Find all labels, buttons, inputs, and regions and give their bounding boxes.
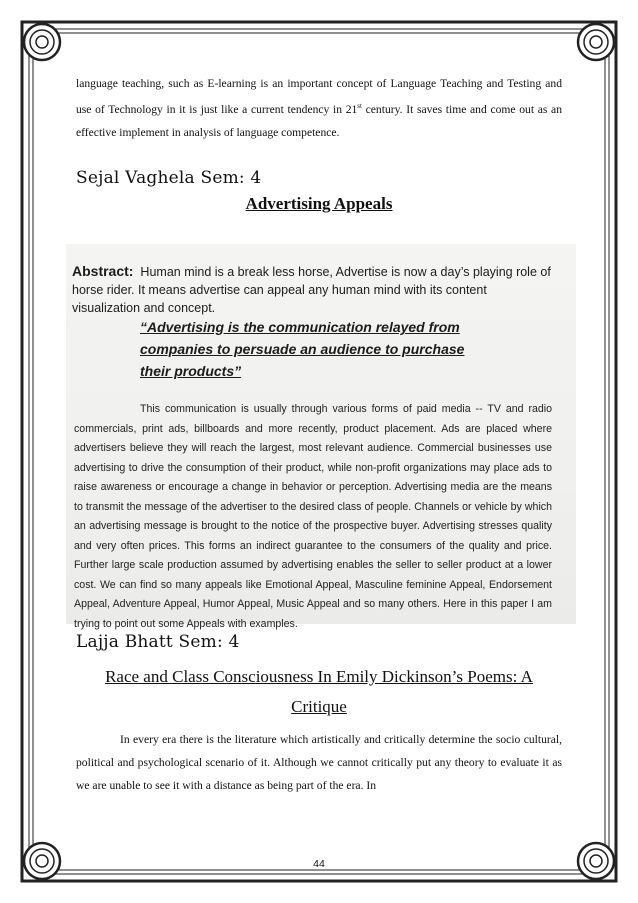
corner-ornament-top-right [578, 24, 614, 60]
abstract-intro [72, 262, 552, 317]
superscript: st [357, 102, 362, 110]
dickinson-body-paragraph: In every era there is the literature which artistically and critically determine the socio cultural, political and psychological scenario of it. Although we cannot critically put any theory to evaluate it as we are unable to see it with a distance as being part of the era. In [76, 733, 562, 792]
author-sejal: Sejal Vaghela Sem: 4 [76, 167, 262, 188]
intro-text-part2: century. It saves time and come out as an effective implement in analysis of language competence. [76, 102, 562, 139]
scanned-abstract-image [66, 244, 576, 630]
abstract-body: This communication is usually through various forms of paid media -- TV and radio commercials, print ads, billboards and more recently, product placement. Ads are placed where advertisers believe they will reach the largest, most relevant audience. Commercial businesses use advertising to drive the consumption of their product, while non-profit organizations may place ads to raise awareness or encourage a change in behavior or perception. Advertising media are the means to transmit the message of the advertiser to the desired class of people. Channels or vehicle by which an advertising message is brought to the notice of the prospective buyer. Advertising stresses quality and very often prices. This forms an indirect guarantee to the consumers of the quality and price. Further large scale production assumed by advertising enables the seller to seller product at a lower cost. We can find so many appeals like Emotional Appeal, Masculine feminine Appeal, Endorsement Appeal, Adventure Appeal, Humor Appeal, Music Appeal and so many others. Here in this paper I am trying to point out some Appeals with examples. [74, 403, 552, 630]
intro-paragraph [76, 72, 562, 144]
page-content [76, 70, 562, 214]
section2-content [76, 632, 562, 797]
abstract-label: Abstract: [72, 263, 134, 279]
corner-ornament-top-left [24, 24, 60, 60]
intro-text-part1: language teaching, such as E-learning is an important concept of Language Teaching and Testing and use of Technology in it is just like a current tendency in 21 [76, 77, 562, 116]
abstract-quote: “Advertising is the communication relayed from companies to persuade an audience to purchase their products” [140, 319, 465, 379]
article-title-advertising: Advertising Appeals [245, 193, 393, 213]
abstract-intro-text: Human mind is a break less horse, Advertise is now a day’s playing role of horse rider. It means advertise can appeal any human mind with its content visualization and concept. [72, 265, 551, 315]
article-title-dickinson: Race and Class Consciousness In Emily Dickinson’s Poems: A Critique [105, 667, 533, 716]
page-number: 44 [313, 858, 325, 870]
author-lajja: Lajja Bhatt Sem: 4 [76, 632, 240, 652]
